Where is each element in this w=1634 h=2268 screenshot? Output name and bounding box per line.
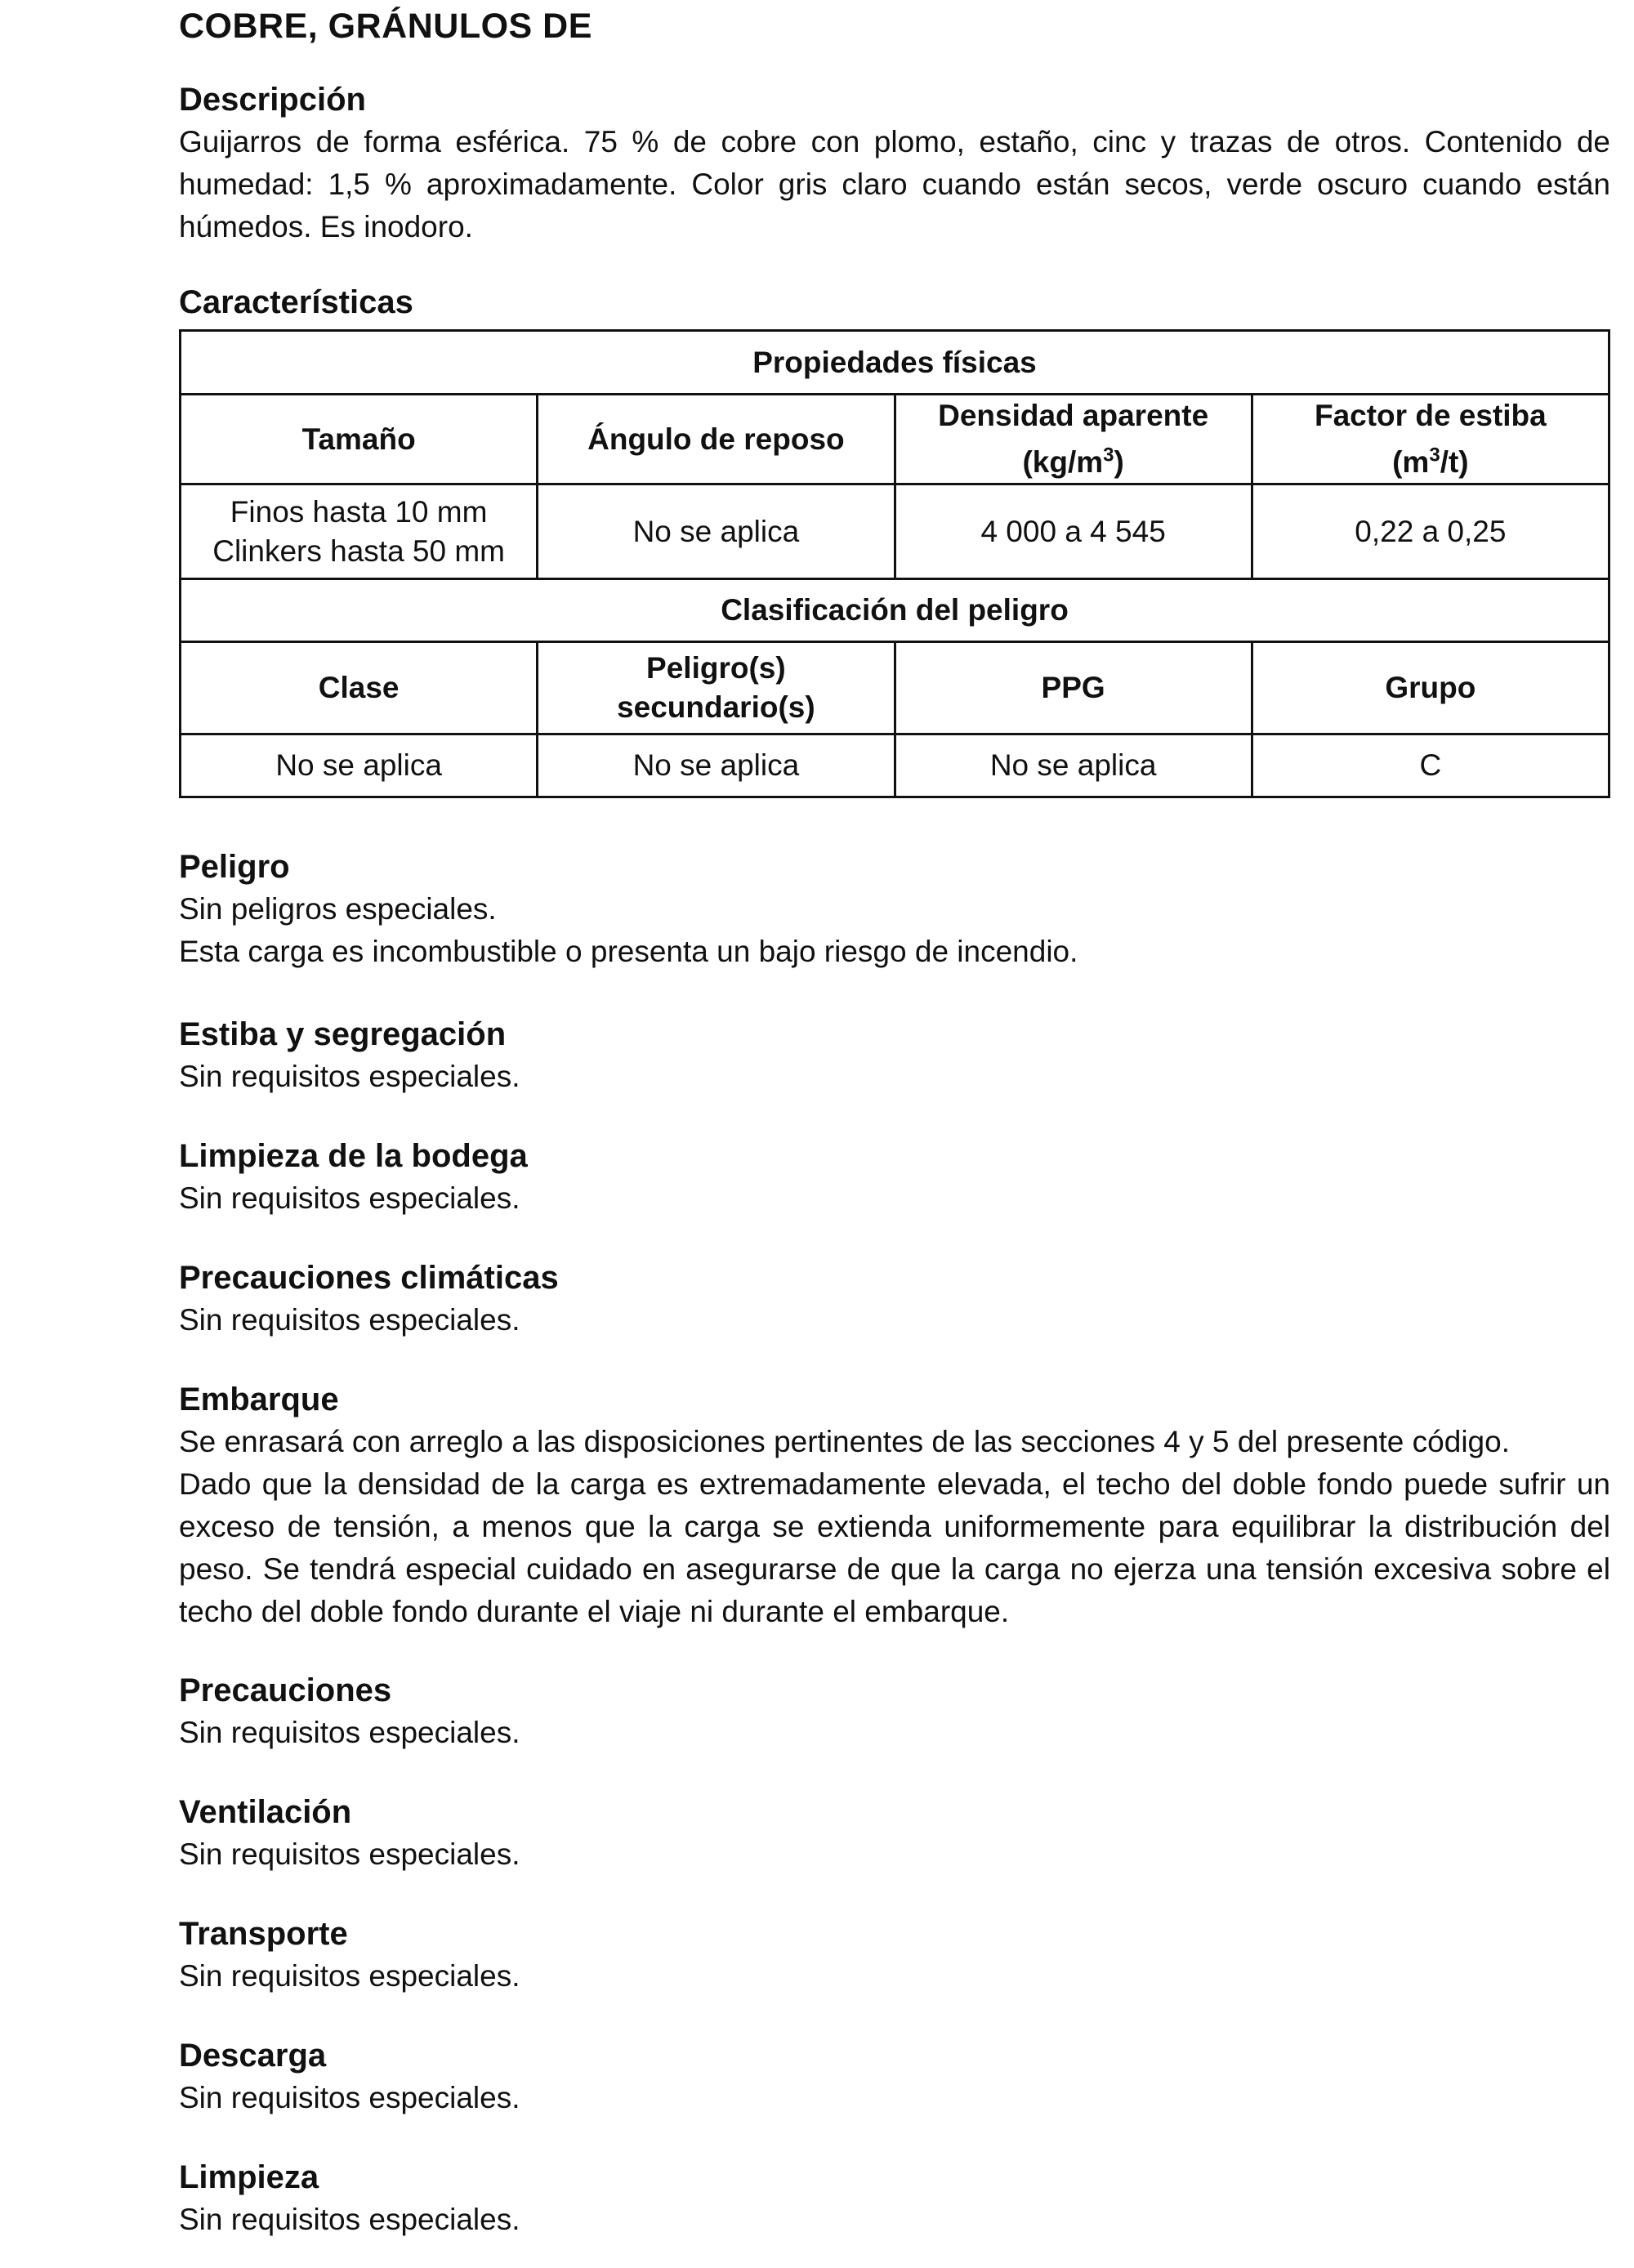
header-densidad-label: Densidad aparente (938, 399, 1209, 433)
limpieza-section (179, 2156, 1610, 2241)
descripcion-heading: Descripción (179, 82, 366, 118)
ventilacion-text: Sin requisitos especiales. (179, 1837, 520, 1871)
limpieza-bodega-text: Sin requisitos especiales. (179, 1181, 520, 1215)
peligro-section (179, 846, 1610, 973)
embarque-paragraph: Dado que la densidad de la carga es extremadamente elevada, el techo del doble fondo puede sufrir un exceso de tensión, a menos que la carga se extienda uniformemente para equilibrar la distribución del peso. Se tendrá especial cuidado en asegurarse de que la carga no ejerza una tensión excesiva sobre el techo del doble fondo durante el viaje ni durante el embarque. (179, 1467, 1610, 1628)
limpieza-heading: Limpieza (179, 2159, 319, 2195)
estiba-section (179, 1013, 1610, 1098)
caracteristicas-heading: Características (179, 284, 413, 320)
estiba-heading: Estiba y segregación (179, 1016, 507, 1052)
transporte-heading: Transporte (179, 1916, 348, 1952)
limpieza-text: Sin requisitos especiales. (179, 2203, 520, 2236)
precauciones-climaticas-text: Sin requisitos especiales. (179, 1303, 520, 1337)
embarque-line1: Se enrasará con arreglo a las disposiciones pertinentes de las secciones 4 y 5 del presente código. (179, 1425, 1510, 1458)
clasificacion-header-row (181, 642, 1609, 734)
value-ppg: No se aplica (895, 734, 1252, 797)
value-tamano: Finos hasta 10 mm Clinkers hasta 50 mm (181, 484, 538, 579)
peligro-line1: Sin peligros especiales. (179, 892, 497, 926)
descripcion-text: Guijarros de forma esférica. 75 % de cobre con plomo, estaño, cinc y trazas de otros. Contenido de humedad: 1,5 % aproximadamente. Color gris claro cuando están secos, verde oscuro cuando están húmedos. Es inodoro. (179, 125, 1610, 243)
value-grupo: C (1252, 734, 1609, 797)
header-factor (1252, 395, 1609, 484)
header-peligros-secundarios: Peligro(s) secundario(s) (538, 642, 895, 734)
transporte-text: Sin requisitos especiales. (179, 1959, 520, 1993)
precauciones-section (179, 1669, 1610, 1754)
header-ppg: PPG (895, 642, 1252, 734)
precauciones-text: Sin requisitos especiales. (179, 1716, 520, 1749)
embarque-heading: Embarque (179, 1382, 339, 1418)
ventilacion-section (179, 1791, 1610, 1876)
header-tamano: Tamaño (181, 395, 538, 484)
propiedades-title-row (181, 331, 1609, 395)
header-angulo: Ángulo de reposo (538, 395, 895, 484)
value-angulo: No se aplica (538, 484, 895, 579)
value-clase: No se aplica (181, 734, 538, 797)
limpieza-bodega-heading: Limpieza de la bodega (179, 1138, 528, 1174)
header-grupo: Grupo (1252, 642, 1609, 734)
caracteristicas-table (179, 329, 1610, 798)
clasificacion-title: Clasificación del peligro (181, 579, 1609, 642)
descripcion-section (179, 78, 1610, 248)
limpieza-bodega-section (179, 1135, 1610, 1220)
header-densidad (895, 395, 1252, 484)
precauciones-climaticas-heading: Precauciones climáticas (179, 1260, 559, 1296)
embarque-section (179, 1378, 1610, 1633)
header-factor-unit: $(m^3/t)$ (1392, 444, 1469, 479)
descarga-text: Sin requisitos especiales. (179, 2081, 520, 2114)
value-factor: 0,22 a 0,25 (1252, 484, 1609, 579)
estiba-text: Sin requisitos especiales. (179, 1060, 520, 1093)
header-densidad-unit: $(kg/m^3)$ (1022, 444, 1124, 479)
propiedades-header-row (181, 395, 1609, 484)
clasificacion-values-row (181, 734, 1609, 797)
peligro-heading: Peligro (179, 849, 290, 885)
ventilacion-heading: Ventilación (179, 1794, 352, 1830)
precauciones-heading: Precauciones (179, 1672, 392, 1708)
descarga-section (179, 2034, 1610, 2119)
value-peligros-secundarios: No se aplica (538, 734, 895, 797)
header-clase: Clase (181, 642, 538, 734)
page-title: COBRE, GRÁNULOS DE (179, 7, 592, 46)
transporte-section (179, 1913, 1610, 1998)
descarga-heading: Descarga (179, 2038, 327, 2074)
precauciones-climaticas-section (179, 1257, 1610, 1342)
header-factor-label: Factor de estiba (1314, 399, 1547, 433)
propiedades-values-row (181, 484, 1609, 579)
value-densidad: 4 000 a 4 545 (895, 484, 1252, 579)
clasificacion-title-row (181, 579, 1609, 642)
peligro-line2: Esta carga es incombustible o presenta un bajo riesgo de incendio. (179, 935, 1078, 968)
propiedades-title: Propiedades físicas (181, 331, 1609, 395)
